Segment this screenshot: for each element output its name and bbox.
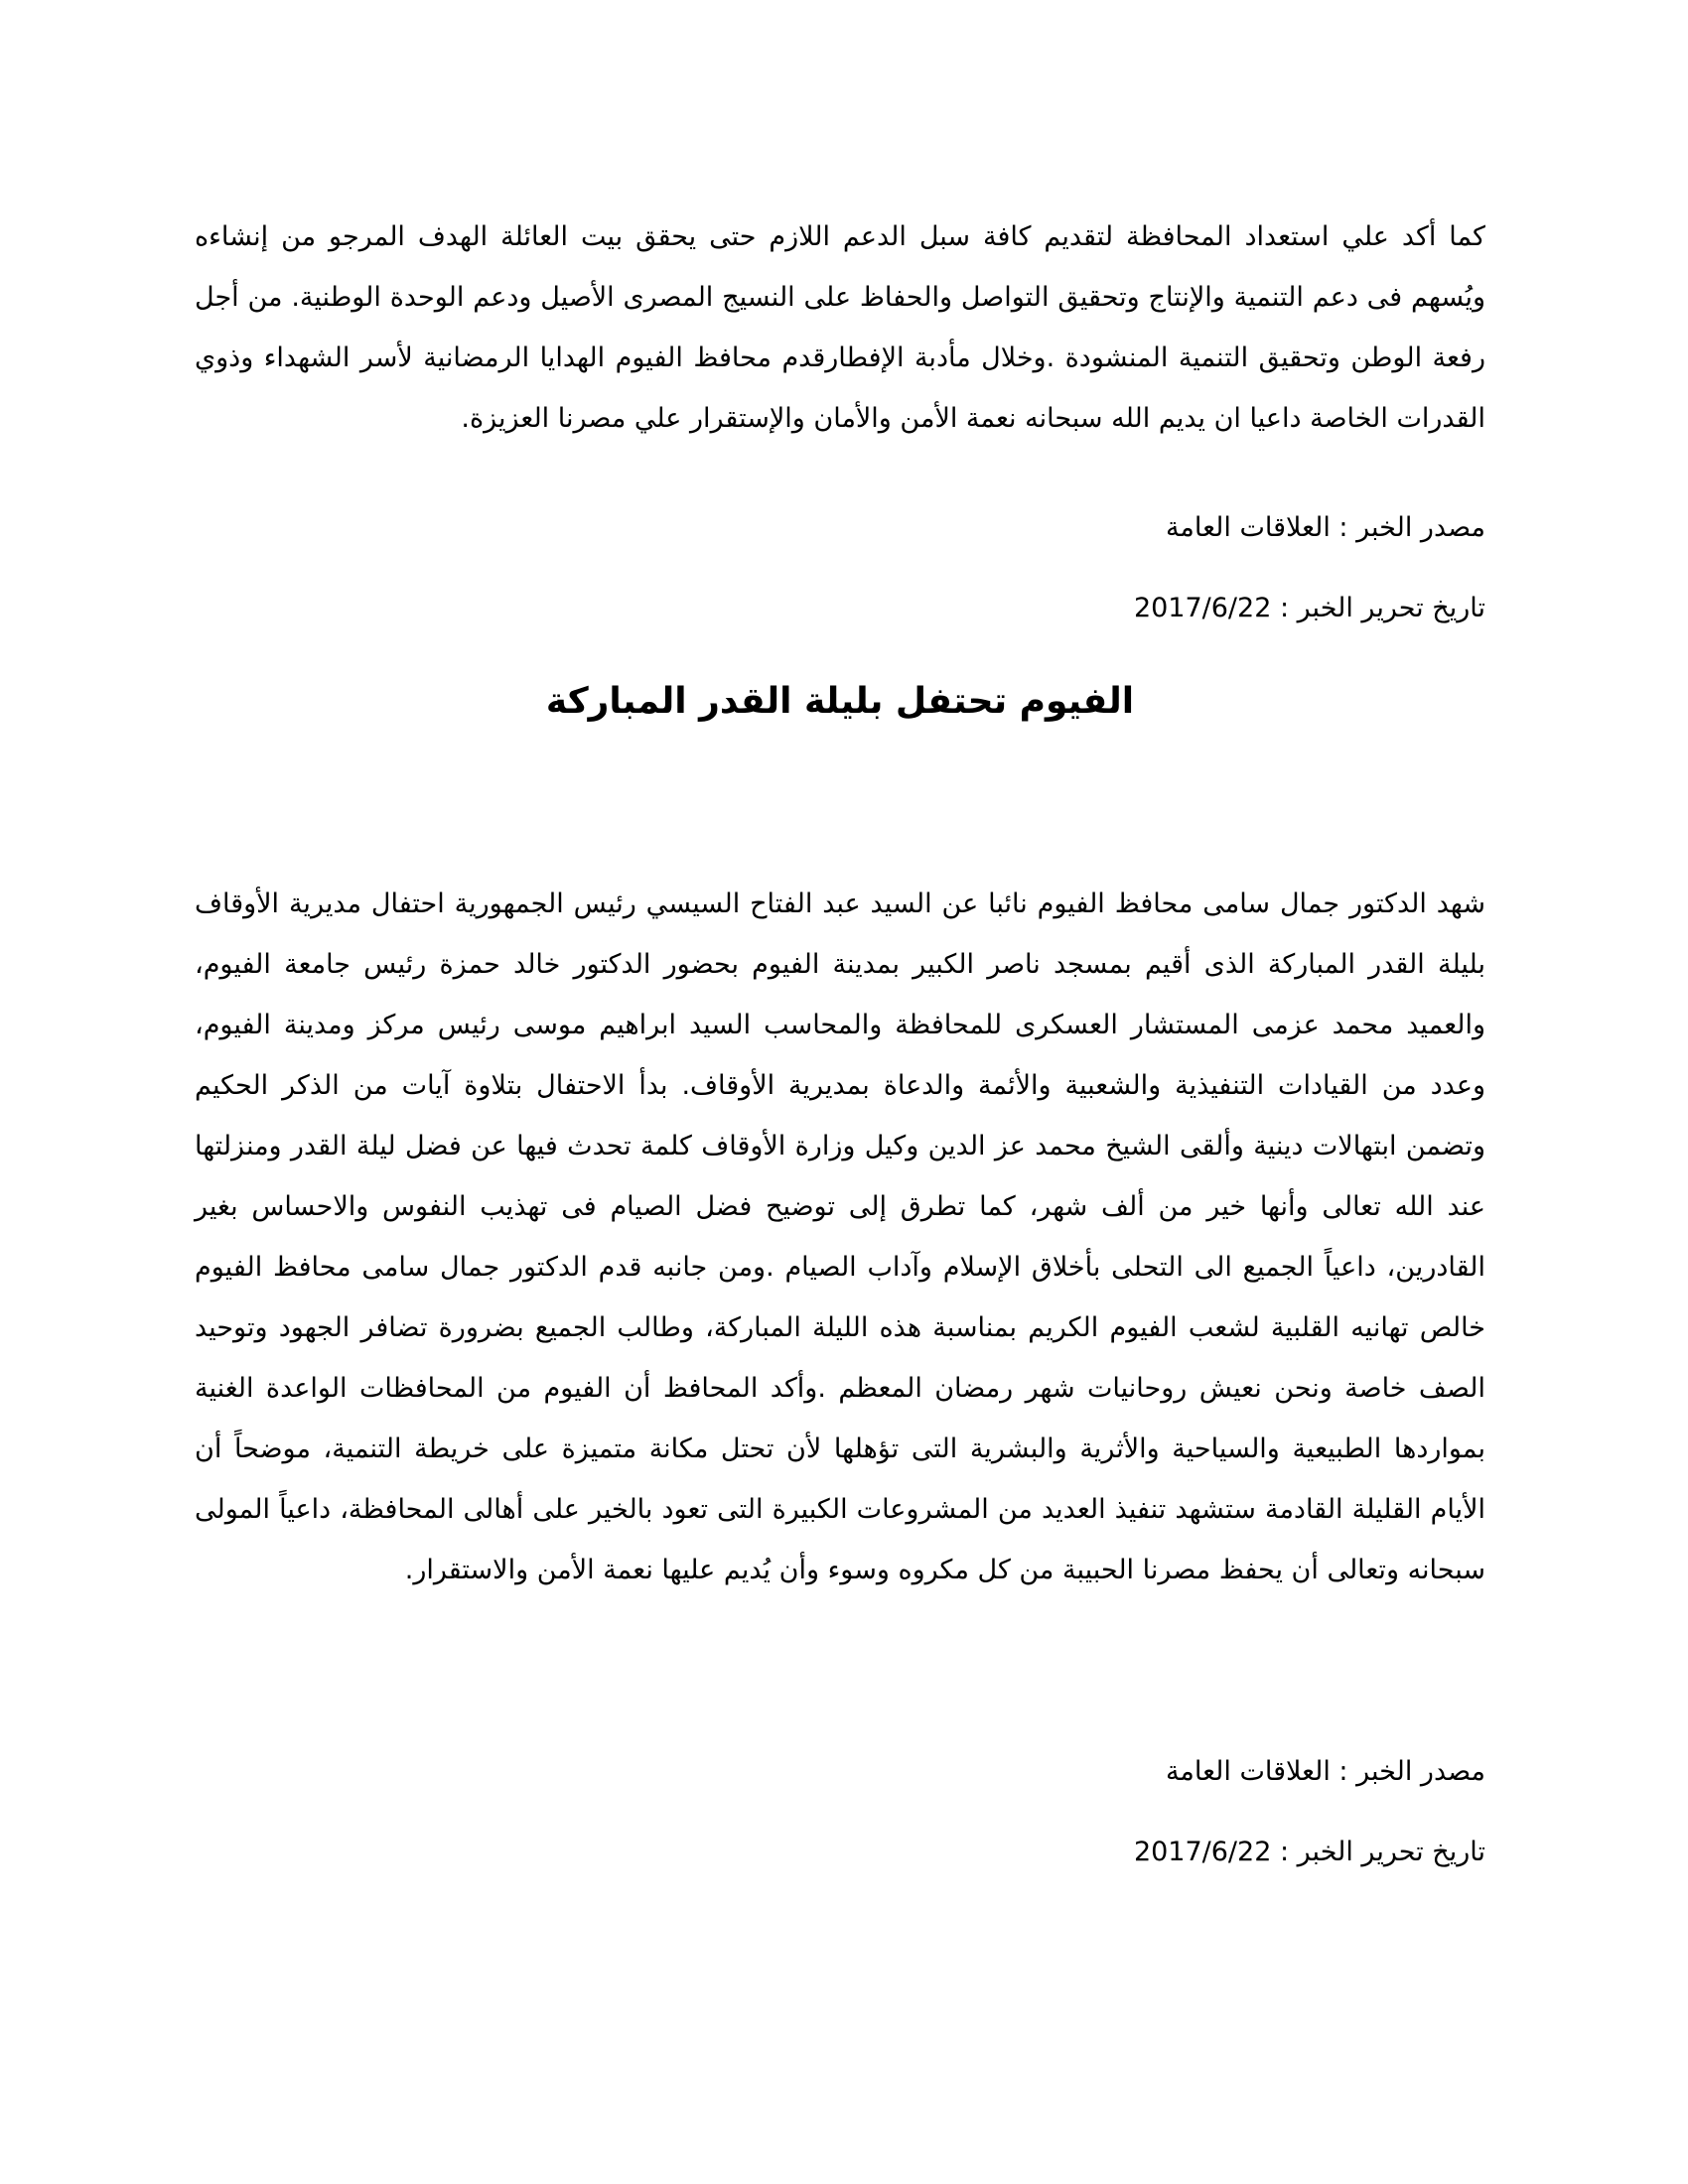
article-2-source (195, 1755, 1485, 1789)
article-title: الفيوم تحتفل بليلة القدر المباركة (545, 681, 1135, 722)
article-1-body (195, 206, 1485, 449)
article-1-paragraph: كما أكد علي استعداد المحافظة لتقديم كافة سبل الدعم اللازم حتى يحقق بيت العائلة الهدف المرجو من إنشاءه ويُسهم فى دعم التنمية والإنتاج وتحقيق التواصل والحفاظ على النسيج المصرى الأصيل ودعم الوحدة الوطنية. من أجل رفعة الوطن وتحقيق التنمية المنشودة .وخلال مأدبة الإفطارقدم محافظ الفيوم الهدايا الرمضانية لأسر الشهداء وذوي القدرات الخاصة داعيا ان يديم الله سبحانه نعمة الأمن والأمان والإستقرار علي مصرنا العزيزة. (195, 221, 1485, 434)
news-date-line: تاريخ تحرير الخبر : 2017/6/22 (1133, 593, 1485, 623)
article-2-date (195, 1836, 1485, 1869)
article-2-body (195, 874, 1485, 1600)
news-source-line: مصدر الخبر : العلاقات العامة (1165, 512, 1485, 543)
news-source-line: مصدر الخبر : العلاقات العامة (1165, 1756, 1485, 1787)
article-1-date (195, 592, 1485, 625)
news-date-line: تاريخ تحرير الخبر : 2017/6/22 (1133, 1837, 1485, 1867)
article-1-source (195, 511, 1485, 545)
article-2-title-wrap (195, 677, 1485, 727)
article-2-paragraph: شهد الدكتور جمال سامى محافظ الفيوم نائبا عن السيد عبد الفتاح السيسي رئيس الجمهورية احتفال مديرية الأوقاف بليلة القدر المباركة الذى أقيم بمسجد ناصر الكبير بمدينة الفيوم بحضور الدكتور خالد حمزة رئيس جامعة الفيوم، والعميد محمد عزمى المستشار العسكرى للمحافظة والمحاسب السيد ابراهيم موسى رئيس مركز ومدينة الفيوم، وعدد من القيادات التنفيذية والشعبية والأئمة والدعاة بمديرية الأوقاف. بدأ الاحتفال بتلاوة آيات من الذكر الحكيم وتضمن ابتهالات دينية وألقى الشيخ محمد عز الدين وكيل وزارة الأوقاف كلمة تحدث فيها عن فضل ليلة القدر ومنزلتها عند الله تعالى وأنها خير من ألف شهر، كما تطرق إلى توضيح فضل الصيام فى تهذيب النفوس والاحساس بغير القادرين، داعياً الجميع الى التحلى بأخلاق الإسلام وآداب الصيام .ومن جانبه قدم الدكتور جمال سامى محافظ الفيوم خالص تهانيه القلبية لشعب الفيوم الكريم بمناسبة هذه الليلة المباركة، وطالب الجميع بضرورة تضافر الجهود وتوحيد الصف خاصة ونحن نعيش روحانيات شهر رمضان المعظم .وأكد المحافظ أن الفيوم من المحافظات الواعدة الغنية بمواردها الطبيعية والسياحية والأثرية والبشرية التى تؤهلها لأن تحتل مكانة متميزة على خريطة التنمية، موضحاً أن الأيام القليلة القادمة ستشهد تنفيذ العديد من المشروعات الكبيرة التى تعود بالخير على أهالى المحافظة، داعياً المولى سبحانه وتعالى أن يحفظ مصرنا الحبيبة من كل مكروه وسوء وأن يُديم عليها نعمة الأمن والاستقرار. (195, 888, 1485, 1585)
